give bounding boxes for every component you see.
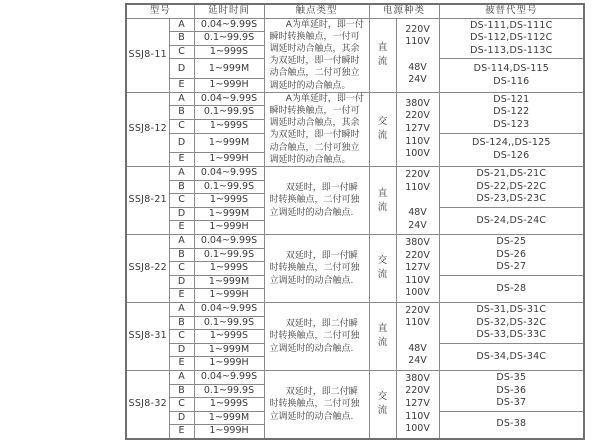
header-model: 型号 bbox=[126, 4, 194, 18]
replaced-model-value: DS-32,DS-32C bbox=[476, 316, 547, 328]
replaced-model-value: DS-114,DS-115 bbox=[473, 62, 549, 74]
power-kind-cell bbox=[369, 370, 396, 438]
replaced-model-value: DS-111,DS-111C bbox=[470, 19, 553, 31]
table-row bbox=[126, 235, 584, 249]
power-kind-cell bbox=[369, 167, 396, 235]
contact-type-text: 双延时，即二付瞬时转换触点，二付可独立调延时的动合触点. bbox=[269, 387, 360, 422]
delay-cell: 1~999S bbox=[194, 120, 264, 134]
header-power-kind: 电源种类 bbox=[369, 4, 439, 18]
contact-type-text: 双延时，即一付瞬时转换触点，二付可独立调延时的动合触点. bbox=[269, 183, 360, 218]
header-contact-type: 触点类型 bbox=[264, 4, 369, 18]
replaced-model-value: DS-23,DS-23C bbox=[476, 193, 547, 205]
model-cell: SSJ8-11 bbox=[126, 18, 169, 92]
letter-cell: B bbox=[169, 316, 194, 330]
letter-cell: D bbox=[169, 343, 194, 357]
delay-cell: 1~999M bbox=[194, 275, 264, 289]
model-cell: SSJ8-22 bbox=[126, 235, 169, 303]
replaced-model-value: DS-123 bbox=[493, 119, 530, 131]
voltage-cell bbox=[396, 235, 439, 303]
header-row bbox=[126, 4, 584, 18]
voltage-value bbox=[397, 49, 439, 62]
contact-type-cell bbox=[264, 370, 369, 438]
letter-cell: A bbox=[169, 92, 194, 106]
delay-cell: 0.04~9.99S bbox=[194, 92, 264, 106]
letter-cell: A bbox=[169, 235, 194, 249]
voltage-value: 220V bbox=[405, 110, 430, 122]
replaced-lower-cell bbox=[439, 133, 584, 166]
replaced-model-value: DS-122 bbox=[493, 106, 530, 118]
header-replaced-model: 被替代型号 bbox=[439, 4, 584, 18]
replaced-model-value: DS-31,DS-31C bbox=[476, 303, 547, 315]
delay-cell: 1~999H bbox=[194, 79, 264, 93]
delay-cell: 1~999H bbox=[194, 425, 264, 439]
letter-cell: B bbox=[169, 106, 194, 120]
power-kind-cell bbox=[369, 302, 396, 370]
power-kind-text: 直流 bbox=[377, 323, 388, 349]
power-kind-text: 交流 bbox=[377, 391, 388, 417]
delay-cell: 0.04~9.99S bbox=[194, 370, 264, 384]
letter-cell: A bbox=[169, 167, 194, 181]
delay-cell: 0.1~99.9S bbox=[194, 316, 264, 330]
model-cell: SSJ8-21 bbox=[126, 167, 169, 235]
model-cell: SSJ8-32 bbox=[126, 370, 169, 438]
delay-cell: 0.04~9.99S bbox=[194, 235, 264, 249]
letter-cell: E bbox=[169, 425, 194, 439]
voltage-value: 110V bbox=[405, 135, 430, 147]
voltage-value: 110V bbox=[405, 36, 430, 48]
voltage-value: 220V bbox=[405, 168, 430, 180]
delay-cell: 0.04~9.99S bbox=[194, 167, 264, 181]
delay-cell: 1~999S bbox=[194, 330, 264, 344]
replaced-upper-cell bbox=[439, 18, 584, 59]
replaced-model-value: DS-124,,DS-125 bbox=[471, 137, 551, 149]
voltage-cell bbox=[396, 18, 439, 92]
power-kind-text: 交流 bbox=[377, 255, 388, 281]
table-row bbox=[126, 92, 584, 106]
voltage-value: 48V bbox=[408, 61, 427, 73]
delay-cell: 0.1~99.9S bbox=[194, 384, 264, 398]
letter-cell: D bbox=[169, 133, 194, 153]
letter-cell: C bbox=[169, 45, 194, 59]
replaced-lower-cell bbox=[439, 275, 584, 302]
letter-cell: C bbox=[169, 398, 194, 412]
delay-cell: 1~999H bbox=[194, 221, 264, 235]
delay-cell: 0.04~9.99S bbox=[194, 18, 264, 32]
letter-cell: C bbox=[169, 262, 194, 276]
voltage-value: 110V bbox=[405, 274, 430, 286]
replaced-model-value: DS-33,DS-33C bbox=[476, 329, 547, 341]
replaced-model-value: DS-26 bbox=[496, 248, 527, 260]
voltage-value: 220V bbox=[405, 304, 430, 316]
replaced-model-value: DS-22,DS-22C bbox=[476, 180, 547, 192]
contact-type-text: A为单延时，即一付瞬时转换触点，一付可调延时动合触点，其余为双延时，即一付瞬时动合触点，二付可独立调延时的动合触点。 bbox=[269, 19, 364, 91]
table-row bbox=[126, 167, 584, 181]
letter-cell: A bbox=[169, 302, 194, 316]
letter-cell: B bbox=[169, 248, 194, 262]
replaced-model-value: DS-37 bbox=[496, 397, 527, 409]
letter-cell: E bbox=[169, 289, 194, 303]
table-row bbox=[126, 370, 584, 384]
letter-cell: E bbox=[169, 79, 194, 93]
voltage-value: 110V bbox=[405, 410, 430, 422]
power-kind-cell bbox=[369, 18, 396, 92]
contact-type-cell bbox=[264, 18, 369, 92]
relay-spec-table bbox=[125, 3, 585, 440]
voltage-cell bbox=[396, 92, 439, 166]
replaced-model-value: DS-24,DS-24C bbox=[476, 214, 547, 226]
contact-type-text: 双延时，即二付瞬时转换触点，二付可独立调延时的动合触点. bbox=[269, 319, 360, 354]
voltage-value: 220V bbox=[405, 23, 430, 35]
voltage-value: 48V bbox=[408, 342, 427, 354]
letter-cell: B bbox=[169, 32, 194, 46]
letter-cell: E bbox=[169, 153, 194, 167]
replaced-lower-cell bbox=[439, 59, 584, 92]
power-kind-text: 交流 bbox=[377, 116, 388, 142]
replaced-upper-cell bbox=[439, 92, 584, 133]
delay-cell: 1~999H bbox=[194, 153, 264, 167]
letter-cell: A bbox=[169, 370, 194, 384]
voltage-value: 48V bbox=[408, 206, 427, 218]
model-cell: SSJ8-31 bbox=[126, 302, 169, 370]
voltage-value: 100V bbox=[405, 287, 430, 299]
voltage-cell bbox=[396, 302, 439, 370]
letter-cell: C bbox=[169, 330, 194, 344]
delay-cell: 1~999H bbox=[194, 357, 264, 371]
letter-cell: C bbox=[169, 120, 194, 134]
voltage-value: 127V bbox=[405, 123, 430, 135]
voltage-value: 100V bbox=[405, 148, 430, 160]
replaced-model-value: DS-27 bbox=[496, 261, 527, 273]
delay-cell: 1~999M bbox=[194, 411, 264, 425]
delay-cell: 0.1~99.9S bbox=[194, 180, 264, 194]
replaced-model-value: DS-113,DS-113C bbox=[470, 44, 553, 56]
voltage-value bbox=[397, 194, 439, 207]
delay-cell: 0.1~99.9S bbox=[194, 106, 264, 120]
voltage-value: 110V bbox=[405, 181, 430, 193]
replaced-upper-cell bbox=[439, 370, 584, 411]
contact-type-cell bbox=[264, 235, 369, 303]
delay-cell: 0.04~9.99S bbox=[194, 302, 264, 316]
delay-cell: 0.1~99.9S bbox=[194, 32, 264, 46]
power-kind-cell bbox=[369, 235, 396, 303]
power-kind-cell bbox=[369, 92, 396, 166]
delay-cell: 1~999M bbox=[194, 133, 264, 153]
letter-cell: B bbox=[169, 180, 194, 194]
replaced-model-value: DS-21,DS-21C bbox=[476, 167, 547, 179]
letter-cell: E bbox=[169, 221, 194, 235]
voltage-value: 380V bbox=[405, 372, 430, 384]
contact-type-cell bbox=[264, 167, 369, 235]
power-kind-text: 直流 bbox=[377, 42, 388, 68]
contact-type-cell bbox=[264, 92, 369, 166]
delay-cell: 1~999S bbox=[194, 45, 264, 59]
replaced-model-value: DS-36 bbox=[496, 384, 527, 396]
delay-cell: 1~999M bbox=[194, 207, 264, 221]
power-kind-text: 直流 bbox=[377, 187, 388, 213]
replaced-upper-cell bbox=[439, 167, 584, 208]
replaced-model-value: DS-25 bbox=[496, 235, 527, 247]
table-row bbox=[126, 302, 584, 316]
voltage-value: 220V bbox=[405, 249, 430, 261]
letter-cell: D bbox=[169, 275, 194, 289]
table-row bbox=[126, 18, 584, 32]
replaced-model-value: DS-28 bbox=[496, 282, 527, 294]
voltage-value: 380V bbox=[405, 97, 430, 109]
replaced-lower-cell bbox=[439, 207, 584, 234]
delay-cell: 1~999S bbox=[194, 398, 264, 412]
letter-cell: E bbox=[169, 357, 194, 371]
voltage-cell bbox=[396, 167, 439, 235]
voltage-value: 127V bbox=[405, 262, 430, 274]
replaced-model-value: DS-112,DS-112C bbox=[470, 32, 553, 44]
voltage-value bbox=[397, 330, 439, 343]
delay-cell: 0.1~99.9S bbox=[194, 248, 264, 262]
delay-cell: 1~999S bbox=[194, 194, 264, 208]
contact-type-text: 双延时，即一付瞬时转换触点，二付可独立调延时的动合触点. bbox=[269, 251, 360, 286]
replaced-model-value: DS-116 bbox=[493, 75, 530, 87]
delay-cell: 1~999S bbox=[194, 262, 264, 276]
replaced-upper-cell bbox=[439, 302, 584, 343]
letter-cell: D bbox=[169, 59, 194, 79]
replaced-model-value: DS-38 bbox=[496, 418, 527, 430]
voltage-value: 220V bbox=[405, 385, 430, 397]
letter-cell: D bbox=[169, 207, 194, 221]
voltage-value: 110V bbox=[405, 317, 430, 329]
letter-cell: D bbox=[169, 411, 194, 425]
voltage-value: 24V bbox=[408, 355, 427, 367]
replaced-lower-cell bbox=[439, 343, 584, 370]
voltage-value: 24V bbox=[408, 74, 427, 86]
replaced-model-value: DS-35 bbox=[496, 371, 527, 383]
replaced-upper-cell bbox=[439, 235, 584, 276]
replaced-model-value: DS-126 bbox=[493, 149, 530, 161]
letter-cell: A bbox=[169, 18, 194, 32]
header-delay-time: 延时时间 bbox=[194, 4, 264, 18]
letter-cell: B bbox=[169, 384, 194, 398]
delay-cell: 1~999M bbox=[194, 59, 264, 79]
contact-type-cell bbox=[264, 302, 369, 370]
replaced-lower-cell bbox=[439, 411, 584, 439]
letter-cell: C bbox=[169, 194, 194, 208]
model-cell: SSJ8-12 bbox=[126, 92, 169, 166]
contact-type-text: A为单延时，即一付瞬时转换触点，一付可调延时动合触点，其余为双延时，即一付瞬时动合触点，二付可独立调延时的动合触点。 bbox=[269, 93, 364, 165]
voltage-value: 127V bbox=[405, 398, 430, 410]
replaced-model-value: DS-121 bbox=[493, 93, 530, 105]
voltage-value: 24V bbox=[408, 219, 427, 231]
voltage-value: 100V bbox=[405, 423, 430, 435]
replaced-model-value: DS-34,DS-34C bbox=[476, 350, 547, 362]
voltage-cell bbox=[396, 370, 439, 438]
voltage-value: 380V bbox=[405, 236, 430, 248]
delay-cell: 1~999M bbox=[194, 343, 264, 357]
delay-cell: 1~999H bbox=[194, 289, 264, 303]
